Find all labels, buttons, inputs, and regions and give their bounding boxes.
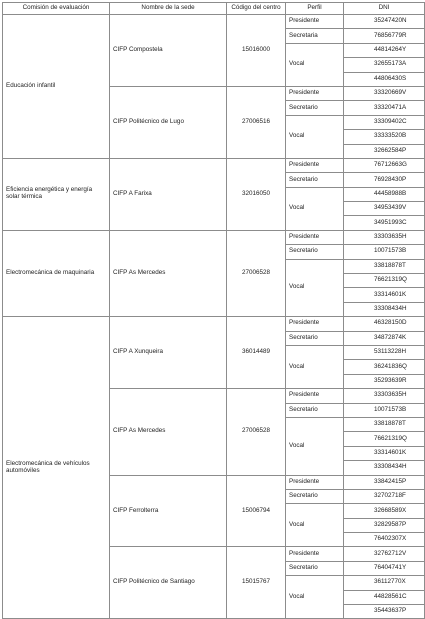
member-role: Presidente — [286, 547, 344, 561]
member-dni: 34951993C — [344, 216, 425, 230]
member-dni: 76856779R — [344, 29, 425, 43]
member-role: Vocal — [286, 115, 344, 158]
member-role: Vocal — [286, 187, 344, 230]
member-role: Presidente — [286, 158, 344, 172]
member-dni: 76404741Y — [344, 561, 425, 575]
center-name: CIFP A Farixa — [110, 158, 227, 230]
member-dni: 35293639R — [344, 374, 425, 388]
member-dni: 33308434H — [344, 302, 425, 316]
center-name: CIFP A Xunqueira — [110, 317, 227, 389]
member-dni: 34953439V — [344, 202, 425, 216]
center-code: 32016050 — [227, 158, 286, 230]
member-dni: 46328150D — [344, 317, 425, 331]
member-role: Vocal — [286, 417, 344, 475]
table-row — [3, 317, 425, 331]
member-role: Secretario — [286, 101, 344, 115]
center-code: 15016000 — [227, 15, 286, 87]
member-dni: 33314601K — [344, 288, 425, 302]
member-role: Secretario — [286, 173, 344, 187]
member-dni: 76402307X — [344, 533, 425, 547]
center-code: 27006528 — [227, 230, 286, 316]
member-role: Presidente — [286, 86, 344, 100]
member-dni: 35443637P — [344, 605, 425, 619]
commission-name: Educación infantil — [3, 15, 110, 159]
member-dni: 36241836Q — [344, 360, 425, 374]
header-row — [3, 3, 425, 15]
member-role: Presidente — [286, 15, 344, 29]
member-dni: 34872874K — [344, 331, 425, 345]
member-dni: 33818878T — [344, 259, 425, 273]
member-role: Vocal — [286, 576, 344, 619]
header-dni: DNI — [344, 3, 425, 15]
member-dni: 33314601K — [344, 446, 425, 460]
member-dni: 33309402C — [344, 115, 425, 129]
member-role: Secretario — [286, 561, 344, 575]
header-comision: Comisión de evaluación — [3, 3, 110, 15]
member-dni: 76621319Q — [344, 432, 425, 446]
member-role: Secretaria — [286, 29, 344, 43]
center-code: 15015767 — [227, 547, 286, 619]
member-dni: 32829587P — [344, 518, 425, 532]
member-dni: 36112770X — [344, 576, 425, 590]
member-dni: 32662584P — [344, 144, 425, 158]
member-dni: 44828561C — [344, 590, 425, 604]
center-name: CIFP Compostela — [110, 15, 227, 87]
member-role: Presidente — [286, 230, 344, 244]
member-dni: 44458988B — [344, 187, 425, 201]
center-name: CIFP Ferrolterra — [110, 475, 227, 547]
member-dni: 33320669V — [344, 86, 425, 100]
center-code: 27006516 — [227, 86, 286, 158]
commission-name: Electromecánica de maquinaria — [3, 230, 110, 316]
member-role: Vocal — [286, 504, 344, 547]
member-dni: 76621319Q — [344, 274, 425, 288]
member-role: Secretario — [286, 331, 344, 345]
center-name: CIFP Politécnico de Lugo — [110, 86, 227, 158]
commission-name: Eficiencia energética y energía solar térmica — [3, 158, 110, 230]
member-dni: 33303635H — [344, 389, 425, 403]
member-dni: 32762712V — [344, 547, 425, 561]
header-codigo: Código del centro — [227, 3, 286, 15]
member-dni: 32655173A — [344, 58, 425, 72]
member-dni: 76712663G — [344, 158, 425, 172]
member-role: Vocal — [286, 345, 344, 388]
table-row — [3, 158, 425, 172]
member-dni: 10071573B — [344, 403, 425, 417]
member-dni: 32702718F — [344, 489, 425, 503]
center-code: 15006794 — [227, 475, 286, 547]
member-role: Presidente — [286, 317, 344, 331]
member-role: Presidente — [286, 389, 344, 403]
member-dni: 33308434H — [344, 461, 425, 475]
member-dni: 44814264Y — [344, 43, 425, 57]
member-dni: 33320471A — [344, 101, 425, 115]
member-dni: 10071573B — [344, 245, 425, 259]
member-role: Secretario — [286, 245, 344, 259]
center-code: 36014489 — [227, 317, 286, 389]
commission-name: Electromecánica de vehículos automóviles — [3, 317, 110, 619]
member-dni: 76928430P — [344, 173, 425, 187]
header-perfil: Perfil — [286, 3, 344, 15]
evaluation-commissions-table — [2, 2, 425, 619]
center-name: CIFP As Mercedes — [110, 230, 227, 316]
member-role: Secretario — [286, 403, 344, 417]
member-dni: 33818878T — [344, 417, 425, 431]
table-row — [3, 230, 425, 244]
member-dni: 33842415P — [344, 475, 425, 489]
member-dni: 33303635H — [344, 230, 425, 244]
header-sede: Nombre de la sede — [110, 3, 227, 15]
member-role: Vocal — [286, 43, 344, 86]
member-role: Secretario — [286, 489, 344, 503]
center-name: CIFP Politécnico de Santiago — [110, 547, 227, 619]
member-dni: 32668589X — [344, 504, 425, 518]
member-dni: 35247420N — [344, 15, 425, 29]
center-name: CIFP As Mercedes — [110, 389, 227, 475]
member-dni: 44806430S — [344, 72, 425, 86]
table-body — [3, 15, 425, 619]
center-code: 27006528 — [227, 389, 286, 475]
member-role: Presidente — [286, 475, 344, 489]
table-row — [3, 15, 425, 29]
member-role: Vocal — [286, 259, 344, 317]
member-dni: 33333520B — [344, 130, 425, 144]
member-dni: 53113228H — [344, 345, 425, 359]
